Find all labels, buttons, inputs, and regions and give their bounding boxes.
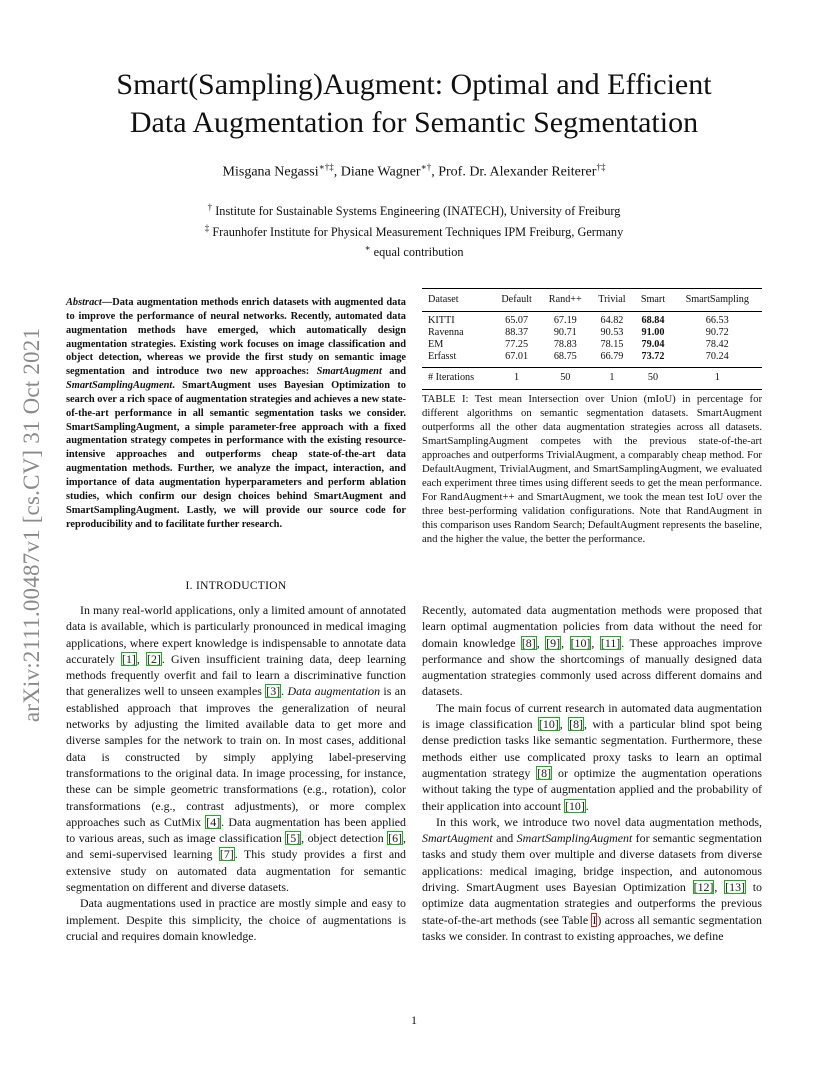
- table-cell: 67.19: [553, 315, 577, 326]
- table-cell: 90.53: [600, 327, 624, 338]
- column-header: SmartSampling: [685, 294, 749, 305]
- intro-right-column: [422, 602, 762, 944]
- abstract-text: and: [381, 366, 406, 378]
- text-run: In this work, we introduce two novel data augmentation methods,: [436, 814, 762, 829]
- citation-link[interactable]: [3]: [266, 684, 281, 699]
- affiliation-mark: ∗: [364, 243, 371, 254]
- table-cell-best: 79.04: [641, 339, 665, 350]
- paragraph: [422, 814, 762, 944]
- abstract-text: . SmartAugment uses Bayesian Optimization to search over a rich space of augmentation strategies and achieves a new state-of-the-art performance in all semantic segmentation tasks we consider. SmartSamplingAugment, a simple parameter-free approach with a fixed augmentation strategy competes in performance with the existing resource-intensive approaches and outperforms cheap state-of-the-art data augmentation methods. Further, we analyze the impact, interaction, and importance of data augmentation hyperparameters and perform ablation studies, which confirm our design choices behind SmartAugment and SmartSamplingAugment. Lastly, we will provide our source code for reproducibility and to facilitate further research.: [66, 380, 406, 530]
- citation-link[interactable]: [8]: [537, 765, 552, 780]
- text-run: ,: [561, 635, 570, 650]
- author-list: [60, 162, 768, 181]
- affiliation-text: Fraunhofer Institute for Physical Measurement Techniques IPM Freiburg, Germany: [209, 224, 624, 239]
- table-cell: 78.83: [553, 339, 577, 350]
- citation-link[interactable]: [8]: [521, 635, 536, 650]
- author-separator: ,: [431, 164, 439, 180]
- table-cell: 50: [647, 372, 659, 383]
- citation-link[interactable]: [10]: [564, 798, 585, 813]
- text-run: The main focus of current research in automated data augmentation is image classification: [422, 700, 762, 732]
- table-cell: 67.01: [505, 351, 529, 362]
- affiliations: [60, 199, 768, 261]
- affiliation-mark: ‡: [204, 222, 210, 233]
- table-row: [422, 339, 762, 351]
- title-line-1: Smart(Sampling)Augment: Optimal and Efficient: [116, 68, 712, 101]
- table-row: [422, 312, 762, 328]
- table-cell: 64.82: [600, 315, 624, 326]
- column-header: Rand++: [548, 294, 582, 305]
- title-line-2: Data Augmentation for Semantic Segmentation: [129, 106, 699, 139]
- text-run: In many real-world applications, only a limited amount of annotated data is available, which is particularly pronounced in medical imaging applications, where expert knowledge is indispensable to annotate data accurately: [66, 603, 406, 666]
- author-1: Misgana Negassi: [222, 164, 319, 180]
- author-3: Prof. Dr. Alexander Reiterer: [438, 164, 597, 180]
- emphasis: Data augmentation: [287, 684, 381, 699]
- table-cell: 68.75: [553, 351, 577, 362]
- table-cell: 66.79: [600, 351, 624, 362]
- table-cell: 66.53: [705, 315, 729, 326]
- citation-link[interactable]: [5]: [286, 831, 301, 846]
- table-row-iterations: [422, 368, 762, 390]
- paragraph: [422, 700, 762, 814]
- table-cell: 78.42: [705, 339, 729, 350]
- table-cell: 90.72: [705, 327, 729, 338]
- table-cell: 77.25: [505, 339, 529, 350]
- text-run: ,: [591, 635, 600, 650]
- column-header: Trivial: [598, 294, 626, 305]
- abstract: [66, 296, 406, 531]
- table-reference-link[interactable]: I: [592, 912, 597, 927]
- table-row: [422, 327, 762, 339]
- text-run: for semantic segmentation tasks and study them over multiple and diverse datasets from diverse applications: medical imaging, bridge inspection, and autonomous driving. SmartAugment uses Bayesian Optimization: [422, 831, 762, 895]
- paragraph: [66, 602, 406, 895]
- author-2: Diane Wagner: [340, 164, 421, 180]
- citation-link[interactable]: [1]: [122, 651, 136, 666]
- emphasis: SmartAugment: [422, 831, 493, 846]
- text-run: ,: [536, 635, 546, 650]
- table-header-row: [422, 289, 762, 312]
- table-cell: KITTI: [428, 315, 455, 326]
- text-run: . This study provides a first and extensive study on automated data augmentation for semantic segmentation on different and diverse datasets.: [66, 847, 406, 895]
- page-number: 1: [411, 1013, 417, 1027]
- citation-link[interactable]: [11]: [600, 635, 621, 650]
- citation-link[interactable]: [9]: [546, 635, 561, 650]
- author-3-marks: †‡: [596, 162, 606, 172]
- citation-link[interactable]: [10]: [538, 717, 559, 732]
- citation-link[interactable]: [10]: [570, 635, 591, 650]
- table-cell: Erfasst: [428, 351, 457, 362]
- table-cell-best: 68.84: [641, 315, 665, 326]
- arxiv-id-text: arXiv:2111.00487v1 [cs.CV] 31 Oct 2021: [19, 327, 44, 723]
- table-cell: 1: [609, 372, 615, 383]
- intro-left-column: [66, 602, 406, 944]
- arxiv-identifier-stamp: [14, 290, 50, 760]
- citation-link[interactable]: [8]: [569, 717, 583, 732]
- abstract-text: Data augmentation methods enrich datasets with augmented data to improve the performance of neural networks. Recently, automated data augmentation methods have emerged, which automatically design augmentation strategies. Existing work focuses on image classification and object detection, whereas we provide the first study on semantic image segmentation and introduce two new approaches:: [66, 297, 406, 378]
- table-cell: 70.24: [705, 351, 729, 362]
- table-cell-best: 73.72: [641, 351, 665, 362]
- citation-link[interactable]: [6]: [388, 831, 403, 846]
- affiliation-text: equal contribution: [370, 245, 464, 260]
- text-run: .: [585, 798, 589, 813]
- text-run: ) across all semantic segmentation tasks we consider. In contrast to existing approaches, we define: [422, 912, 762, 943]
- text-run: or optimize the augmentation operations without taking the type of augmentation applied and the probability of their application into account: [422, 765, 762, 813]
- table-cell: 88.37: [505, 327, 529, 338]
- abstract-dash: —: [101, 297, 113, 308]
- citation-link[interactable]: [7]: [219, 847, 234, 862]
- author-2-marks: ∗†: [420, 162, 432, 172]
- citation-link[interactable]: [4]: [206, 814, 221, 829]
- text-run: and: [492, 831, 517, 846]
- text-run: . Given insufficient training data, deep learning methods frequently overfit and fail to learn a discriminative function that generalizes well to unseen examples: [66, 651, 406, 699]
- author-1-marks: ∗†‡: [318, 162, 334, 172]
- text-run: Recently, automated data augmentation methods were proposed that learn optimal augmentation policies from data without the need for domain knowledge: [422, 603, 762, 650]
- table-cell: 90.71: [553, 327, 577, 338]
- section-heading-introduction: I. INTRODUCTION: [185, 580, 287, 592]
- paragraph: [422, 602, 762, 700]
- text-run: . These approaches improve performance and show the shortcomings of manually designed data augmentation strategies commonly used across different domains and datasets.: [422, 635, 762, 699]
- affiliation-text: Institute for Sustainable Systems Engineering (INATECH), University of Freiburg: [212, 204, 621, 219]
- table-cell: EM: [428, 339, 444, 350]
- table-cell-best: 91.00: [641, 327, 665, 338]
- text-run: , and semi-supervised learning: [66, 831, 406, 862]
- column-header: Default: [501, 294, 532, 305]
- citation-link[interactable]: [12]: [693, 880, 714, 895]
- emphasis: SmartSamplingAugment: [516, 831, 633, 846]
- table-cell: 78.15: [600, 339, 624, 350]
- table-cell: 1: [714, 372, 720, 383]
- text-run: , object detection: [301, 831, 388, 846]
- abstract-method-2: SmartSamplingAugment: [66, 380, 173, 392]
- text-run: ,: [714, 880, 725, 895]
- column-header: Dataset: [428, 294, 459, 305]
- table-cell: 65.07: [505, 315, 529, 326]
- table-cell: Ravenna: [428, 327, 464, 338]
- abstract-label: Abstract: [66, 297, 102, 308]
- text-run: . Data augmentation has been applied to various areas, such as image classification: [66, 814, 406, 846]
- column-header: Smart: [640, 294, 666, 305]
- results-table: [422, 288, 762, 390]
- affiliation-mark: †: [207, 202, 213, 212]
- table-cell: 1: [514, 372, 520, 383]
- text-run: .: [281, 684, 288, 699]
- citation-link[interactable]: [13]: [725, 880, 745, 895]
- text-run: , with a particular blind spot being dense prediction tasks like semantic segmentation. Furthermore, these methods either use complicated proxy tasks to learn an optimal augmentation strategy: [422, 717, 762, 780]
- paper-title: [60, 66, 768, 142]
- text-run: to optimize data augmentation strategies and outperforms the previous state-of-the-art methods (see Table: [422, 880, 762, 927]
- abstract-method-1: SmartAugment: [316, 366, 382, 378]
- text-run: ,: [559, 717, 569, 732]
- text-run: ,: [136, 651, 147, 666]
- author-separator: ,: [333, 164, 341, 180]
- text-run: is an established approach that improves the generalization of neural networks by adjusting the limited available data to get more and diverse samples for the network to train on. In most cases, additional data is constructed by simply applying label-preserving transformations to the original data. In image processing, for instance, these can be simple geometric transformations (e.g., rotation), color transformations (e.g., contrast adjustments), or more complex approaches such as CutMix: [66, 684, 406, 829]
- table-caption: TABLE I: Test mean Intersection over Union (mIoU) in percentage for different algorithms on semantic segmentation datasets. SmartAugment outperforms all the other data augmentation strategies across all datasets. SmartSamplingAugment competes with the previous state-of-the-art approaches and outperforms TrivialAugment, a comparably cheap method. For DefaultAugment, TrivialAugment, and SmartSamplingAugment, we evaluated each experiment three times using different seeds to get the mean performance. For RandAugment++ and SmartAugment, we took the mean test IoU over the three best-performing validation configurations. Note that RandAugment in this comparison uses Random Search; DefaultAugment represents the baseline, and the higher the value, the better the performance.: [422, 393, 762, 545]
- equal-contribution-note: [60, 240, 768, 261]
- table-cell: # Iterations: [428, 372, 475, 383]
- table-row: [422, 351, 762, 368]
- affiliation-1: [60, 199, 768, 220]
- citation-link[interactable]: [2]: [147, 651, 161, 666]
- table-cell: 50: [560, 372, 571, 383]
- paragraph: Data augmentations used in practice are mostly simple and easy to implement. Despite this simplicity, the choice of augmentations is crucial and requires domain knowledge.: [66, 896, 406, 943]
- affiliation-2: [60, 220, 768, 241]
